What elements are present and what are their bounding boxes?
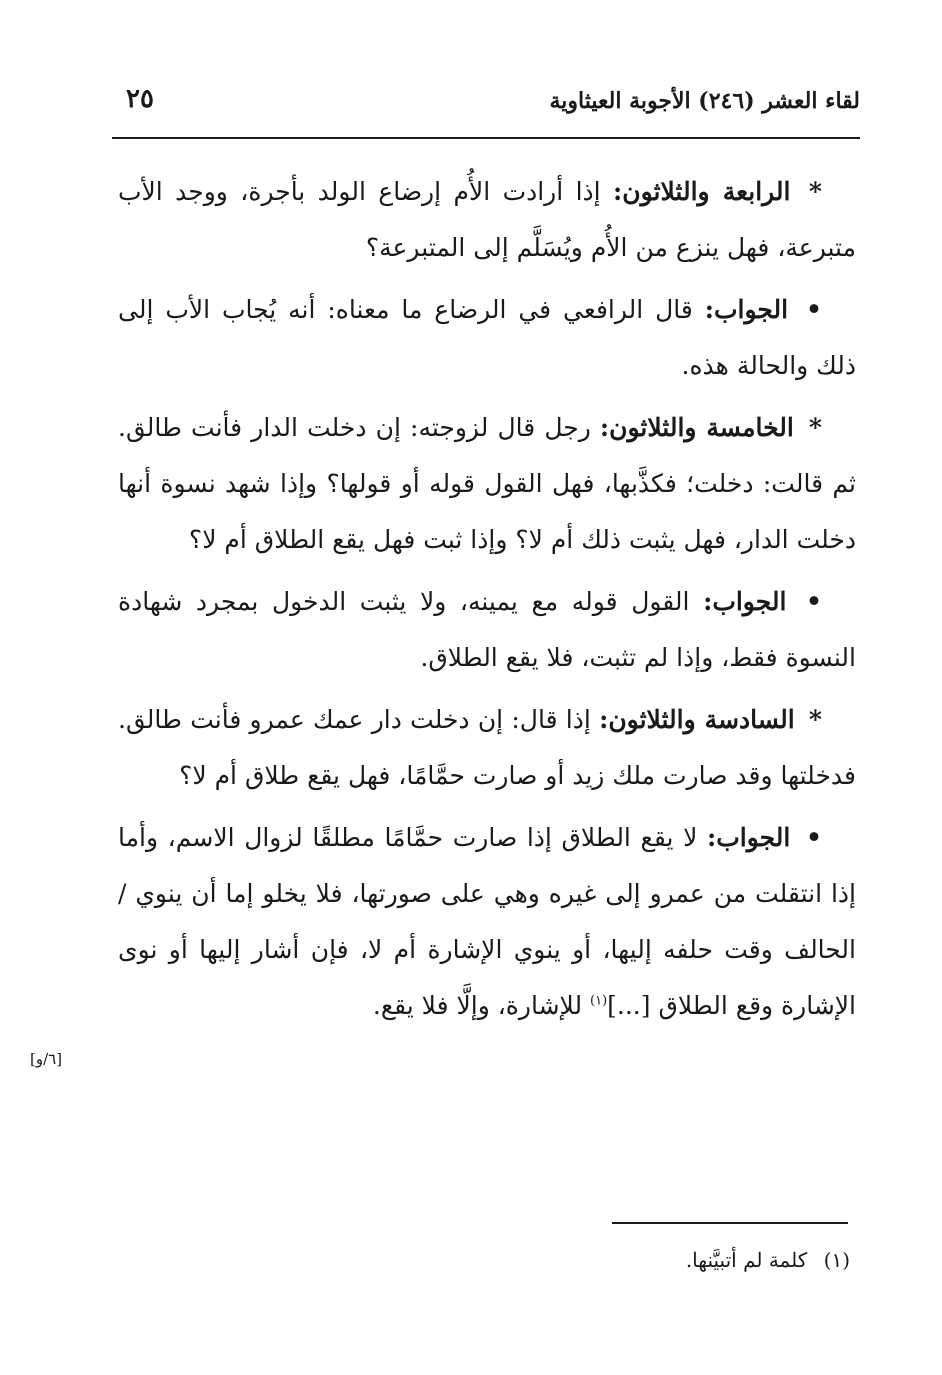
page-header [112, 84, 860, 124]
answer-heading: الجواب: [703, 587, 787, 616]
question-34 [118, 164, 856, 276]
question-heading: الرابعة والثلاثون: [613, 177, 791, 206]
question-36 [118, 692, 856, 804]
answer-36 [118, 810, 856, 1034]
footnote [686, 1248, 850, 1272]
answer-35 [118, 574, 856, 686]
asterisk-marker: * [808, 413, 822, 442]
running-title: لقاء العشر (٢٤٦) الأجوبة العيثاوية [549, 88, 860, 114]
bullet-marker: • [806, 823, 822, 852]
asterisk-marker: * [808, 705, 822, 734]
question-text: إذا أرادت الأُم إرضاع الولد بأجرة، ووجد الأب متبرعة، فهل ينزع من الأُم ويُسَلَّم إلى المتبرعة؟ [118, 177, 856, 262]
answer-heading: الجواب: [704, 295, 789, 324]
body-text [118, 164, 856, 1040]
bullet-marker: • [806, 295, 822, 324]
question-35 [118, 400, 856, 568]
bullet-marker: • [806, 587, 822, 616]
page-number: ٢٥ [126, 84, 154, 114]
question-text: رجل قال لزوجته: إن دخلت الدار فأنت طالق. ثم قالت: دخلت؛ فكذَّبها، فهل القول قوله أو قولها؟ وإذا شهد نسوة أنها دخلت الدار، فهل يثبت ذلك أم لا؟ وإذا ثبت فهل يقع الطلاق أم لا؟ [118, 413, 856, 554]
margin-folio-note: [٦/و] [30, 1050, 63, 1068]
asterisk-marker: * [808, 177, 822, 206]
question-heading: الخامسة والثلاثون: [599, 413, 794, 442]
footnote-text: كلمة لم أتبيَّنها. [685, 1248, 808, 1272]
footnote-rule [612, 1222, 848, 1224]
answer-text: القول قوله مع يمينه، ولا يثبت الدخول بمجرد شهادة النسوة فقط، وإذا لم تثبت، فلا يقع الطلاق. [118, 587, 856, 672]
answer-text: قال الرافعي في الرضاع ما معناه: أنه يُجاب الأب إلى ذلك والحالة هذه. [118, 295, 856, 380]
question-text: إذا قال: إن دخلت دار عمك عمرو فأنت طالق. فدخلتها وقد صارت ملك زيد أو صارت حمَّامًا، فهل يقع طلاق أم لا؟ [118, 705, 856, 790]
answer-text: لا يقع الطلاق إذا صارت حمَّامًا مطلقًا لزوال الاسم، وأما إذا انتقلت من عمرو إلى غيره وهي على صورتها، فلا يخلو إما أن ينوي / الحالف وقت حلفه إليها، أو ينوي الإشارة أم لا، فإن أشار إليها أو نوى الإشارة وقع الطلاق [...] [118, 823, 856, 1020]
footnote-number: (١) [823, 1248, 850, 1272]
footnote-reference[interactable]: (١) [590, 993, 608, 1009]
answer-text-continued: للإشارة، وإلَّا فلا يقع. [372, 991, 591, 1020]
answer-heading: الجواب: [707, 823, 791, 852]
question-heading: السادسة والثلاثون: [599, 705, 795, 734]
header-rule [112, 137, 860, 139]
answer-34 [118, 282, 856, 394]
